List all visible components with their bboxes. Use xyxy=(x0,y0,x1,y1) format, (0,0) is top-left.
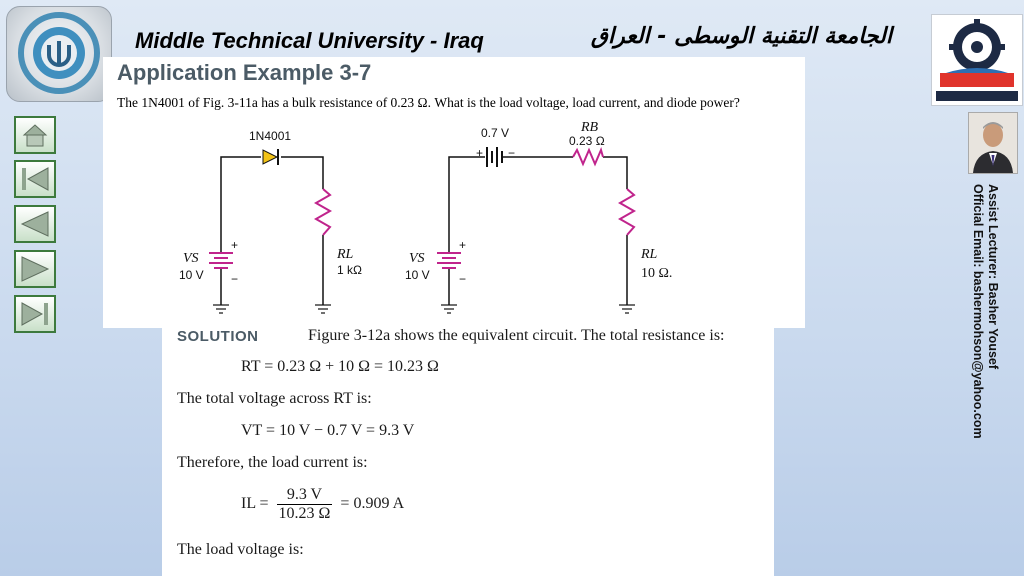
next-icon xyxy=(16,252,54,286)
skip-first-icon xyxy=(16,162,54,196)
battery-symbol xyxy=(487,147,502,167)
solution-intro: Figure 3-12a shows the equivalent circuit. The total resistance is: xyxy=(308,327,725,344)
source-value-a: 10 V xyxy=(179,268,204,282)
lecturer-email: Official Email: bashermohson@yahoo.com xyxy=(971,184,985,439)
home-icon xyxy=(16,118,54,152)
load-voltage-text: The load voltage is: xyxy=(177,541,304,558)
resistor-rl-b xyxy=(620,189,634,235)
resistor-rl-a xyxy=(316,189,330,235)
university-logo xyxy=(6,6,112,102)
equation-total-resistance: RT = 0.23 Ω + 10 Ω = 10.23 Ω xyxy=(241,358,439,375)
eq-il-numerator: 9.3 V xyxy=(277,486,333,505)
last-slide-button[interactable] xyxy=(14,295,56,333)
lecturer-avatar xyxy=(968,112,1018,174)
minus-sign-b: − xyxy=(459,272,467,286)
skip-last-icon xyxy=(16,297,54,331)
minus-sign-a: − xyxy=(231,272,239,286)
previous-slide-button[interactable] xyxy=(14,205,56,243)
diode-symbol xyxy=(263,149,278,165)
header-title-arabic: الجامعة التقنية الوسطى - العراق xyxy=(590,24,892,49)
diode-label: 1N4001 xyxy=(249,129,292,143)
ground-symbols-a xyxy=(213,305,331,313)
lecturer-name: Assist Lecturer: Basher Yousef xyxy=(986,184,1000,370)
load-current-text: Therefore, the load current is: xyxy=(177,454,368,471)
resistor-value-a: 1 kΩ xyxy=(337,263,362,277)
circuit-diagrams xyxy=(103,117,805,328)
resistor-label-b: RL xyxy=(641,247,658,262)
eq-il-lhs: IL = xyxy=(241,495,269,513)
plus-sign-b: + xyxy=(459,238,467,252)
eq-il-rhs: = 0.909 A xyxy=(340,495,405,513)
next-slide-button[interactable] xyxy=(14,250,56,288)
source-label-a: VS xyxy=(183,251,199,266)
resistor-value-b: 10 Ω. xyxy=(641,266,673,281)
resistor-rb xyxy=(573,150,603,164)
lecturer-info xyxy=(970,184,1000,439)
source-label-b: VS xyxy=(409,251,425,266)
example-title: Application Example 3-7 xyxy=(117,60,372,85)
previous-icon xyxy=(16,207,54,241)
first-slide-button[interactable] xyxy=(14,160,56,198)
eq-il-denominator: 10.23 Ω xyxy=(278,505,331,522)
solution-panel xyxy=(162,328,774,576)
equation-total-voltage: VT = 10 V − 0.7 V = 9.3 V xyxy=(241,422,415,439)
example-figure-panel xyxy=(103,57,805,328)
plus-sign-a: + xyxy=(231,238,239,252)
total-voltage-text: The total voltage across RT is: xyxy=(177,390,372,407)
equation-load-current xyxy=(241,486,404,523)
rb-value: 0.23 Ω xyxy=(569,134,605,148)
circuit-b xyxy=(449,157,627,305)
source-value-b: 10 V xyxy=(405,268,430,282)
home-button[interactable] xyxy=(14,116,56,154)
example-question: The 1N4001 of Fig. 3-11a has a bulk resistance of 0.23 Ω. What is the load voltage, load current, and diode power? xyxy=(117,95,740,110)
resistor-label-a: RL xyxy=(337,247,354,262)
source-vs-b xyxy=(437,253,461,268)
ground-symbols-b xyxy=(441,305,635,313)
header-title-english: Middle Technical University - Iraq xyxy=(135,28,484,53)
rb-label: RB xyxy=(581,120,599,135)
source-vs-a xyxy=(209,253,233,268)
battery-plus: + xyxy=(476,146,484,160)
battery-value: 0.7 V xyxy=(481,126,510,140)
solution-label: SOLUTION xyxy=(177,328,259,345)
college-logo xyxy=(931,14,1023,106)
battery-minus: − xyxy=(508,146,516,160)
eq-il-fraction xyxy=(277,486,333,523)
